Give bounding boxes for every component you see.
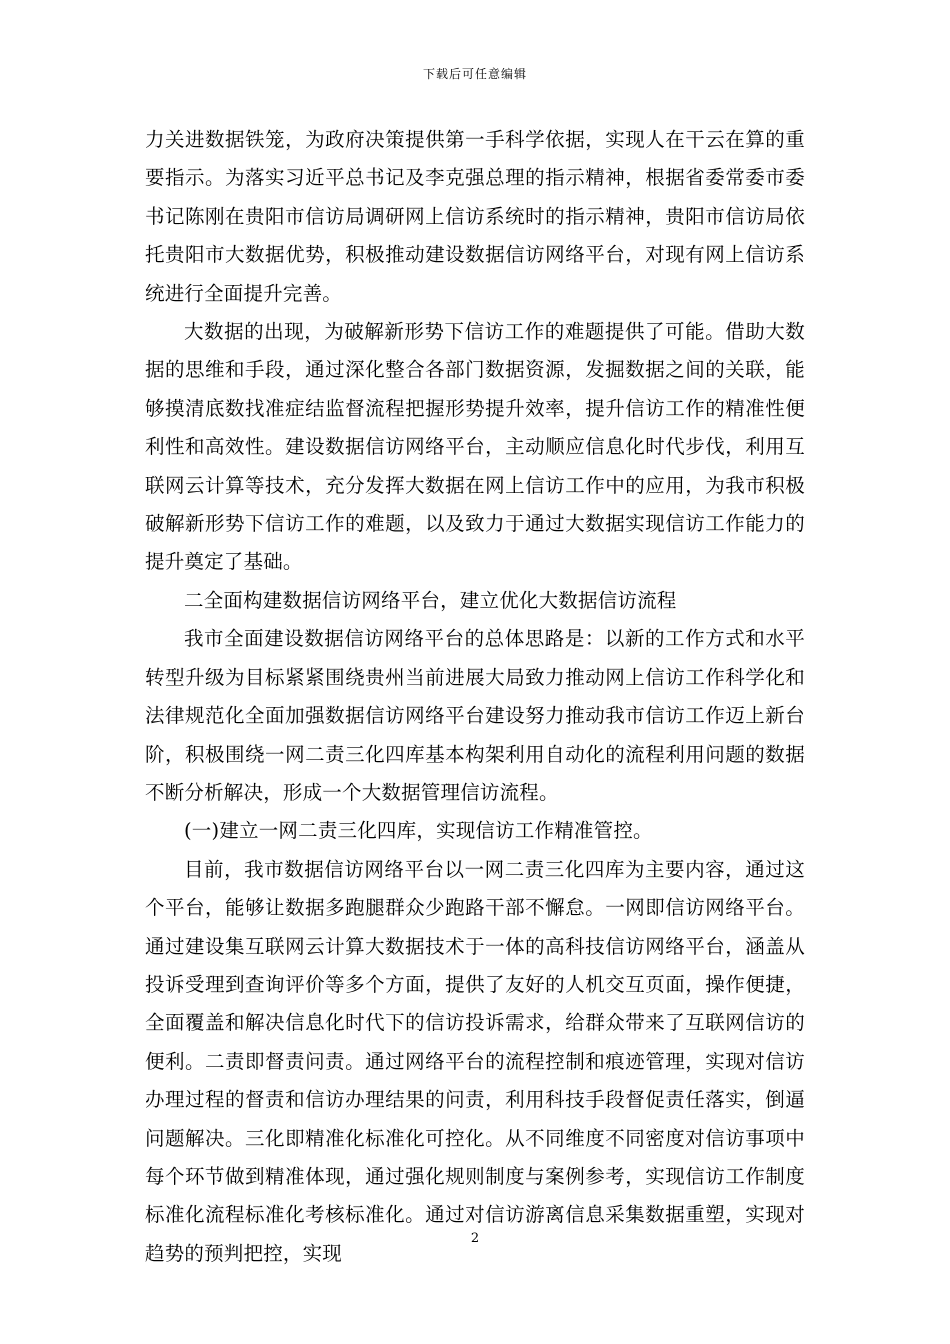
paragraph-big-data: 大数据的出现，为破解新形势下信访工作的难题提供了可能。借助大数据的思维和手段，通过深化整合各部门数据资源，发掘数据之间的关联，能够摸清底数找准症结监督流程把握形势提升效率，提升信访工作的精准性便利性和高效性。建设数据信访网络平台，主动顺应信息化时代步伐，利用互联网云计算等技术，充分发挥大数据在网上信访工作中的应用，为我市积极破解新形势下信访工作的难题，以及致力于通过大数据实现信访工作能力的提升奠定了基础。 [145,320,805,574]
paragraph-continuation: 力关进数据铁笼，为政府决策提供第一手科学依据，实现人在干云在算的重要指示。为落实习近平总书记及李克强总理的指示精神，根据省委常委市委书记陈刚在贵阳市信访局调研网上信访系统时的指示精神，贵阳市信访局依托贵阳市大数据优势，积极推动建设数据信访网络平台，对现有网上信访系统进行全面提升完善。 [145,128,805,305]
page-header: 下载后可任意编辑 [422,67,527,81]
paragraph-overall-approach: 我市全面建设数据信访网络平台的总体思路是：以新的工作方式和水平转型升级为目标紧紧围绕贵州当前进展大局致力推动网上信访工作科学化和法律规范化全面加强数据信访网络平台建设努力推动我市信访工作迈上新台阶，积极围绕一网二责三化四库基本构架利用自动化的流程利用问题的数据不断分析解决，形成一个大数据管理信访流程。 [145,627,805,804]
section-heading: 二全面构建数据信访网络平台，建立优化大数据信访流程 [184,588,677,612]
paragraph-platform-content: 目前，我市数据信访网络平台以一网二责三化四库为主要内容，通过这个平台，能够让数据多跑腿群众少跑路干部不懈怠。一网即信访网络平台。通过建设集互联网云计算大数据技术于一体的高科技信访网络平台，涵盖从投诉受理到查询评价等多个方面，提供了友好的人机交互页面，操作便捷，全面覆盖和解决信息化时代下的信访投诉需求，给群众带来了互联网信访的便利。二责即督责问责。通过网络平台的流程控制和痕迹管理，实现对信访办理过程的督责和信访办理结果的问责，利用科技手段督促责任落实，倒逼问题解决。三化即精准化标准化可控化。从不同维度不同密度对信访事项中每个环节做到精准体现，通过强化规则制度与案例参考，实现信访工作制度标准化流程标准化考核标准化。通过对信访游离信息采集数据重塑，实现对趋势的预判把控，实现 [145,857,805,1265]
page-number: 2 [470,1231,480,1246]
subsection-heading: (一)建立一网二责三化四库，实现信访工作精准管控。 [184,819,653,843]
document-body [145,121,805,1273]
